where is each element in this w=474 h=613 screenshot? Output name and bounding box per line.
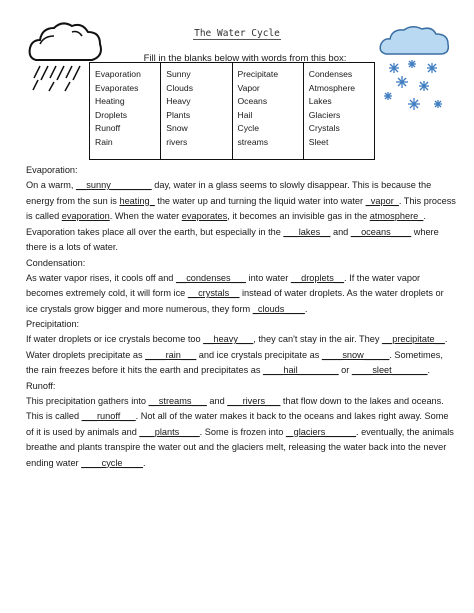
blank-answer: _vapor_ [365,195,399,206]
word-bank-item: Rain [95,136,113,147]
paragraph-evaporation: On a warm, __sunny________ day, water in a glass seems to slowly disappear. This is because the energy from the sun is heating_ the water up and turning the liquid water into water _vapor_. This process is called evaporation. When the water evaporates, it becomes an invisible gas in the atmosphere_. Evaporation takes place all over the earth, but especially in the ___lakes__ and __oceans____ where there is a lots of water. [26,180,456,252]
section-heading-evaporation: Evaporation: [26,165,78,175]
word-bank-item: Heavy [166,96,191,107]
word-bank-column [160,63,231,159]
word-bank-item: Snow [166,123,188,134]
blank-answer: ____rain___ [145,349,197,360]
blank-answer: atmosphere_ [369,211,424,221]
word-bank-item: Oceans [237,96,268,107]
word-bank-item: Clouds [166,82,194,93]
blank-answer: evaporation [61,211,110,221]
word-bank-item: Droplets [95,109,127,120]
blank-answer: __heavy___ [203,334,254,344]
word-bank-item: Condenses [308,69,353,79]
blank-answer: __sunny________ [76,180,152,190]
word-bank-item: Evaporates [95,82,139,93]
word-bank-item: Cycle [237,123,259,134]
word-bank-column [90,63,160,159]
word-bank-item: Glaciers [308,109,341,120]
word-bank-item: Lakes [308,96,332,107]
word-bank-item: streams [237,136,269,147]
word-bank-item: Sunny [166,69,191,79]
blank-answer: ____sleet_______ [351,365,428,375]
blank-answer: _ glaciers______ [285,426,356,437]
word-bank-item: Plants [166,109,191,120]
word-bank-item: Evaporation [95,69,141,79]
word-bank-item: Vapor [237,82,260,93]
blank-answer: __oceans____ [350,226,412,237]
blank-answer: _clouds____ [252,303,305,314]
paragraph-runoff: This precipitation gathers into __streams___ and ___rivers___ that flow down to the lakes and oceans. This is called ___runoff___. Not all of the water makes it back to the oceans and lakes right away. Some of it is used by animals and ___plants____. Some is frozen into _ glaciers______. eventually, the animals breathe and plants transpire the water out and the glaciers melt, releasing the water back into the never ending water ____cycle____. [26,395,454,468]
blank-answer: __streams___ [148,395,207,406]
word-bank-column [303,63,374,159]
blank-answer: ___runoff___ [81,411,136,421]
paragraph-precipitation: If water droplets or ice crystals become too __heavy___, they can't stay in the air. They __precipitate__. Water droplets precipitate as ____rain___ and ice crystals precipitate as ____snow_____. Sometimes, the rain freezes before it hits the earth and precipitates as ____hail________ or ____sleet_______. [26,334,448,375]
blank-answer: heating_ [119,195,155,206]
worksheet-body [26,163,456,471]
word-bank-item: Sleet [308,136,329,147]
section-heading-runoff: Runoff: [26,380,56,391]
section-heading-condensation: Condensation: [26,257,86,268]
blank-answer: ___rivers___ [227,395,281,406]
word-bank-item: Precipitate [237,69,279,79]
word-bank-item: Hail [237,109,253,120]
word-bank-item: Crystals [308,123,340,134]
word-bank-item: Atmosphere [308,82,356,93]
instructions: Fill in the blanks below with words from this box: [143,53,347,64]
word-bank-item: rivers [166,136,188,147]
blank-answer: ____hail________ [262,365,339,375]
paragraph-condensation: As water vapor rises, it cools off and __condenses___ into water __droplets__. If the water vapor becomes extremely cold, it will form ice __crystals__ instead of water droplets. As the water droplets or ice crystals grow bigger and more numerous, they form _clouds____. [26,272,444,314]
blank-answer: __precipitate__ [382,334,445,344]
blank-answer: ___plants____ [139,426,200,437]
blank-answer: ____cycle____ [81,457,143,468]
blank-answer: __condenses___ [175,272,246,283]
word-bank-column [232,63,303,159]
page-title: The Water Cycle [194,28,280,39]
blank-answer: __droplets__ [290,272,345,283]
word-bank-item: Heating [95,96,125,107]
blank-answer: ____snow_____ [321,349,390,360]
blank-answer: __crystals__ [187,288,240,298]
word-bank-box [89,62,375,160]
blank-answer: evaporates [181,211,228,221]
word-bank-item: Runoff [95,123,121,134]
section-heading-precipitation: Precipitation: [26,319,80,329]
blank-answer: ___lakes__ [283,226,331,237]
